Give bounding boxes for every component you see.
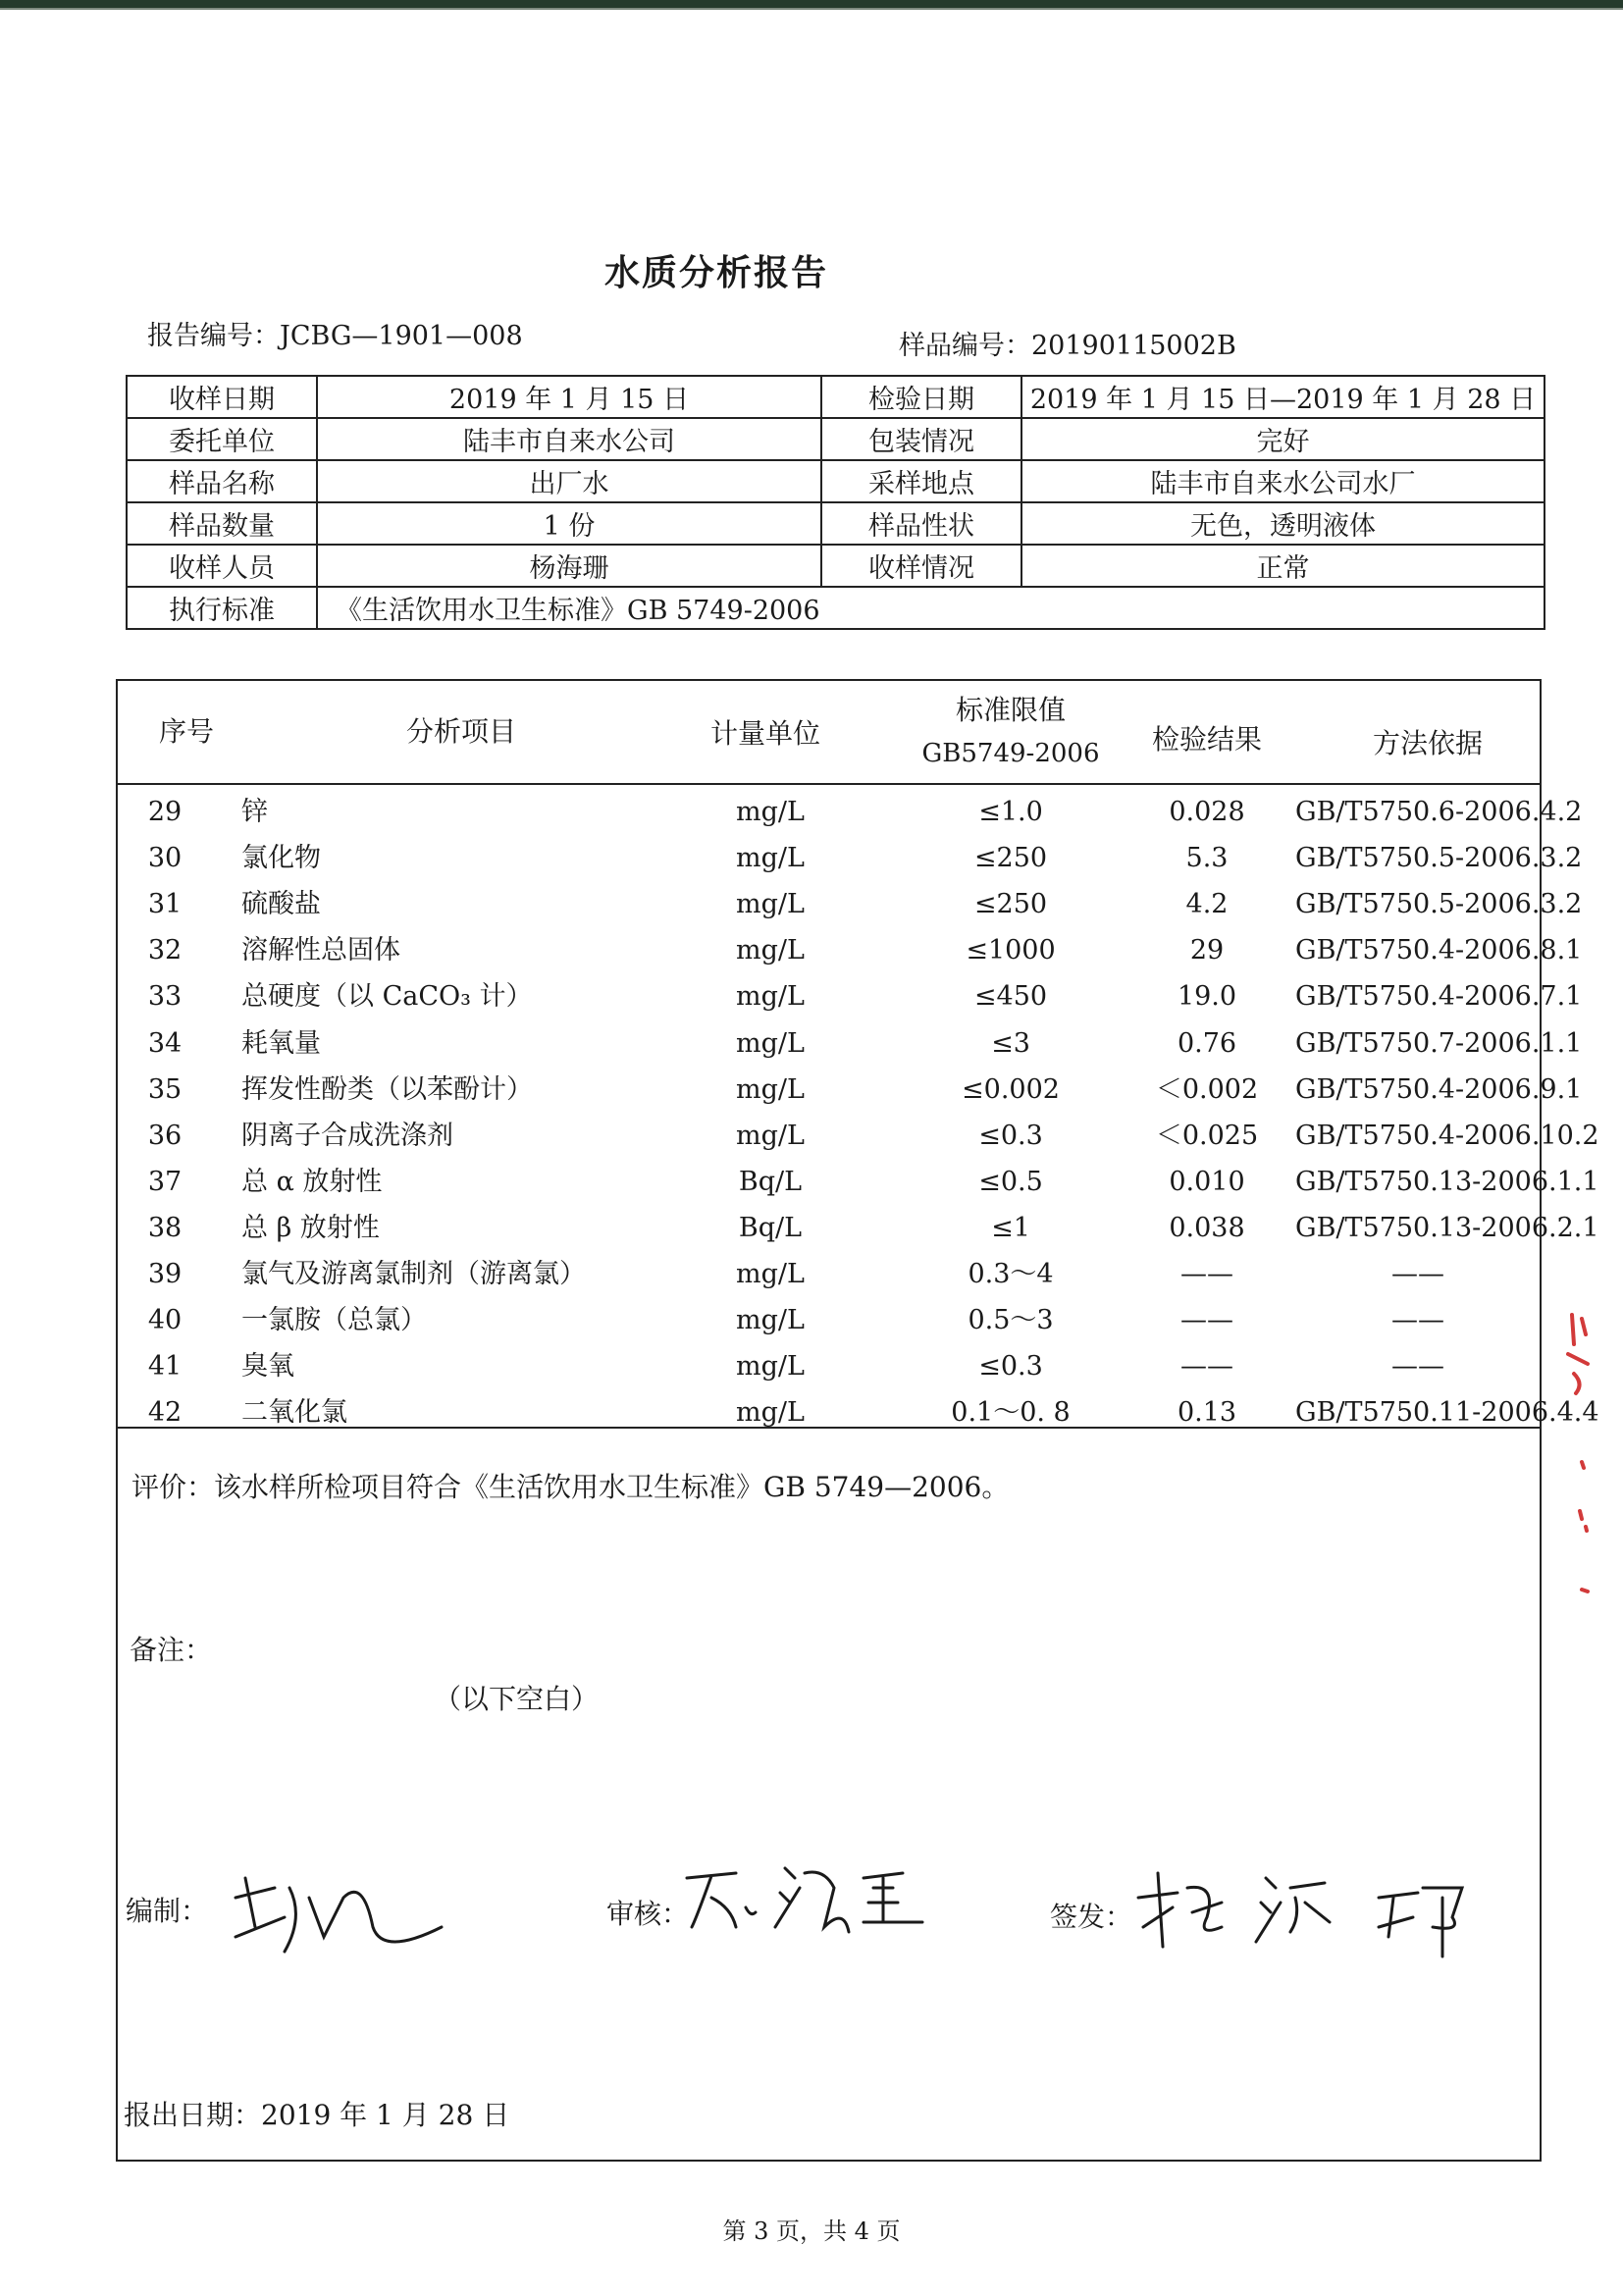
row-method: —— — [1391, 1351, 1444, 1383]
row-number: 41 — [147, 1351, 183, 1383]
row-result: —— — [1180, 1351, 1233, 1383]
remarks-label: 备注： — [130, 1634, 213, 1666]
row-limit: ≤0.3 — [978, 1120, 1043, 1151]
row-item: 总 α 放射性 — [241, 1166, 383, 1197]
row-method: GB/T5750.13-2006.1.1 — [1295, 1166, 1599, 1197]
row-item: 阴离子合成洗涤剂 — [241, 1120, 453, 1151]
row-limit: ≤0.002 — [962, 1073, 1060, 1105]
table-row — [118, 1389, 1599, 1435]
row-number: 30 — [147, 843, 183, 874]
row-limit: ≤0.3 — [978, 1351, 1043, 1383]
row-result: 0.038 — [1169, 1212, 1245, 1243]
issued-signature — [1128, 1858, 1501, 1996]
table-row — [118, 1113, 1599, 1159]
row-unit: mg/L — [736, 1351, 805, 1383]
row-method: GB/T5750.11-2006.4.4 — [1295, 1397, 1599, 1429]
row-unit: Bq/L — [738, 1212, 803, 1243]
row-limit: ≤1 — [991, 1212, 1030, 1243]
row-item: 耗氧量 — [241, 1027, 321, 1059]
info-row — [127, 502, 1544, 545]
header-result: 检验结果 — [1151, 723, 1262, 756]
table-row — [118, 835, 1583, 881]
info-label: 收样日期 — [127, 376, 317, 418]
report-number: 报告编号：JCBG—1901—008 — [147, 321, 523, 351]
row-result: —— — [1180, 1305, 1233, 1336]
table-row — [118, 789, 1583, 835]
reviewed-label: 审核： — [606, 1898, 690, 1930]
header-unit: 计量单位 — [709, 717, 820, 750]
row-result: ＜0.002 — [1155, 1073, 1259, 1105]
row-method: GB/T5750.4-2006.10.2 — [1295, 1120, 1599, 1151]
row-result: 29 — [1189, 935, 1225, 966]
row-unit: mg/L — [736, 889, 805, 920]
row-unit: mg/L — [736, 1027, 805, 1059]
row-unit: mg/L — [736, 1305, 805, 1336]
info-value: 2019 年 1 月 15 日 — [317, 376, 821, 418]
row-limit: 0.3～4 — [968, 1259, 1054, 1289]
scan-top-edge — [0, 0, 1623, 8]
row-item: 臭氧 — [241, 1351, 294, 1383]
info-value: 正常 — [1021, 545, 1544, 587]
info-row — [127, 545, 1544, 587]
info-label: 样品名称 — [127, 460, 317, 502]
reviewed-signature — [677, 1849, 932, 1947]
row-number: 38 — [147, 1212, 183, 1243]
row-unit: mg/L — [736, 981, 805, 1013]
info-value: 出厂水 — [317, 460, 821, 502]
info-value: 无色，透明液体 — [1021, 502, 1544, 545]
info-row — [127, 460, 1544, 502]
row-result: 19.0 — [1177, 981, 1237, 1013]
row-limit: ≤450 — [973, 981, 1048, 1013]
row-number: 29 — [147, 797, 183, 827]
row-unit: mg/L — [736, 935, 805, 966]
info-label: 执行标准 — [127, 587, 317, 629]
compiled-signature — [216, 1858, 451, 1976]
row-number: 40 — [147, 1305, 183, 1336]
header-divider — [118, 783, 1540, 785]
row-method: GB/T5750.7-2006.1.1 — [1295, 1027, 1583, 1059]
results-divider — [118, 1427, 1540, 1429]
row-unit: mg/L — [736, 1259, 805, 1289]
table-row — [118, 1251, 1540, 1297]
row-item: 硫酸盐 — [241, 889, 321, 920]
info-label: 样品性状 — [821, 502, 1021, 545]
info-value: 杨海珊 — [317, 545, 821, 587]
row-item: 一氯胺（总氯） — [241, 1305, 427, 1336]
header-limit-standard: GB5749-2006 — [921, 739, 1100, 768]
blank-note: （以下空白） — [434, 1683, 600, 1715]
row-number: 32 — [147, 935, 183, 966]
row-item: 氯化物 — [241, 843, 321, 874]
info-value: 完好 — [1021, 418, 1544, 460]
table-row — [118, 1067, 1583, 1113]
row-limit: 0.1～0. 8 — [951, 1397, 1071, 1429]
table-row — [118, 1205, 1599, 1251]
table-row — [118, 927, 1583, 973]
row-limit: ≤1000 — [966, 935, 1056, 966]
table-row — [118, 1159, 1599, 1205]
row-item: 氯气及游离氯制剂（游离氯） — [241, 1259, 586, 1289]
info-value: 《生活饮用水卫生标准》GB 5749-2006 — [317, 587, 1544, 629]
info-label: 样品数量 — [127, 502, 317, 545]
compiled-label: 编制： — [126, 1895, 209, 1927]
row-item: 总 β 放射性 — [241, 1212, 380, 1243]
row-method: GB/T5750.4-2006.9.1 — [1295, 1073, 1583, 1105]
info-label: 收样情况 — [821, 545, 1021, 587]
row-result: 0.76 — [1177, 1027, 1237, 1059]
results-section — [116, 679, 1599, 2162]
scan-top-edge-shadow — [0, 8, 1623, 10]
table-row — [118, 881, 1583, 927]
row-item: 二氧化氯 — [241, 1397, 347, 1429]
row-result: 0.028 — [1169, 797, 1245, 827]
table-row — [118, 1020, 1583, 1067]
row-number: 36 — [147, 1120, 183, 1151]
header-method: 方法依据 — [1372, 727, 1483, 759]
info-label: 委托单位 — [127, 418, 317, 460]
row-limit: ≤0.5 — [978, 1166, 1043, 1197]
issue-date: 报出日期：2019 年 1 月 28 日 — [124, 2099, 510, 2131]
row-unit: mg/L — [736, 1073, 805, 1105]
row-result: ＜0.025 — [1155, 1120, 1259, 1151]
row-number: 39 — [147, 1259, 183, 1289]
row-unit: Bq/L — [738, 1166, 803, 1197]
page-number: 第 3 页，共 4 页 — [722, 2218, 901, 2245]
row-limit: 0.5～3 — [968, 1305, 1054, 1336]
info-value: 陆丰市自来水公司水厂 — [1021, 460, 1544, 502]
row-unit: mg/L — [736, 797, 805, 827]
row-limit: ≤250 — [973, 843, 1048, 874]
row-unit: mg/L — [736, 843, 805, 874]
table-row — [118, 1297, 1540, 1343]
row-result: 4.2 — [1185, 889, 1229, 920]
row-number: 37 — [147, 1166, 183, 1197]
row-number: 31 — [147, 889, 183, 920]
row-item: 挥发性酚类（以苯酚计） — [241, 1073, 533, 1105]
seal-edge-stamp — [1560, 1305, 1599, 1599]
row-unit: mg/L — [736, 1120, 805, 1151]
row-unit: mg/L — [736, 1397, 805, 1429]
info-row — [127, 376, 1544, 418]
sample-info-table — [126, 375, 1545, 630]
info-value: 2019 年 1 月 15 日—2019 年 1 月 28 日 — [1021, 376, 1544, 418]
info-label: 检验日期 — [821, 376, 1021, 418]
page-title: 水质分析报告 — [603, 252, 828, 293]
row-item: 锌 — [241, 797, 268, 827]
info-row — [127, 587, 1544, 629]
header-limit: 标准限值 — [955, 694, 1066, 726]
row-item: 总硬度（以 CaCO₃ 计） — [241, 981, 533, 1013]
row-limit: ≤1.0 — [978, 797, 1043, 827]
header-item: 分析项目 — [405, 715, 516, 748]
row-result: 5.3 — [1185, 843, 1229, 874]
row-method: GB/T5750.5-2006.3.2 — [1295, 889, 1583, 920]
row-method: GB/T5750.6-2006.4.2 — [1295, 797, 1583, 827]
info-row — [127, 418, 1544, 460]
table-row — [118, 1343, 1540, 1389]
row-result: 0.13 — [1177, 1397, 1237, 1429]
header-no: 序号 — [158, 715, 214, 748]
row-method: GB/T5750.13-2006.2.1 — [1295, 1212, 1599, 1243]
row-number: 34 — [147, 1027, 183, 1059]
row-method: GB/T5750.4-2006.8.1 — [1295, 935, 1583, 966]
info-label: 采样地点 — [821, 460, 1021, 502]
row-method: GB/T5750.5-2006.3.2 — [1295, 843, 1583, 874]
row-item: 溶解性总固体 — [241, 935, 400, 966]
row-limit: ≤250 — [973, 889, 1048, 920]
row-limit: ≤3 — [991, 1027, 1030, 1059]
row-result: —— — [1180, 1259, 1233, 1289]
row-method: —— — [1391, 1305, 1444, 1336]
row-method: GB/T5750.4-2006.7.1 — [1295, 981, 1583, 1013]
sample-number: 样品编号：20190115002B — [899, 331, 1236, 361]
table-row — [118, 973, 1583, 1019]
info-value: 1 份 — [317, 502, 821, 545]
issued-label: 签发： — [1050, 1901, 1133, 1933]
evaluation-text: 评价：该水样所检项目符合《生活饮用水卫生标准》GB 5749—2006。 — [131, 1471, 1010, 1503]
info-value: 陆丰市自来水公司 — [317, 418, 821, 460]
row-number: 33 — [147, 981, 183, 1013]
info-label: 包装情况 — [821, 418, 1021, 460]
row-number: 42 — [147, 1397, 183, 1429]
info-label: 收样人员 — [127, 545, 317, 587]
row-number: 35 — [147, 1073, 183, 1105]
row-method: —— — [1391, 1259, 1444, 1289]
row-result: 0.010 — [1169, 1166, 1245, 1197]
